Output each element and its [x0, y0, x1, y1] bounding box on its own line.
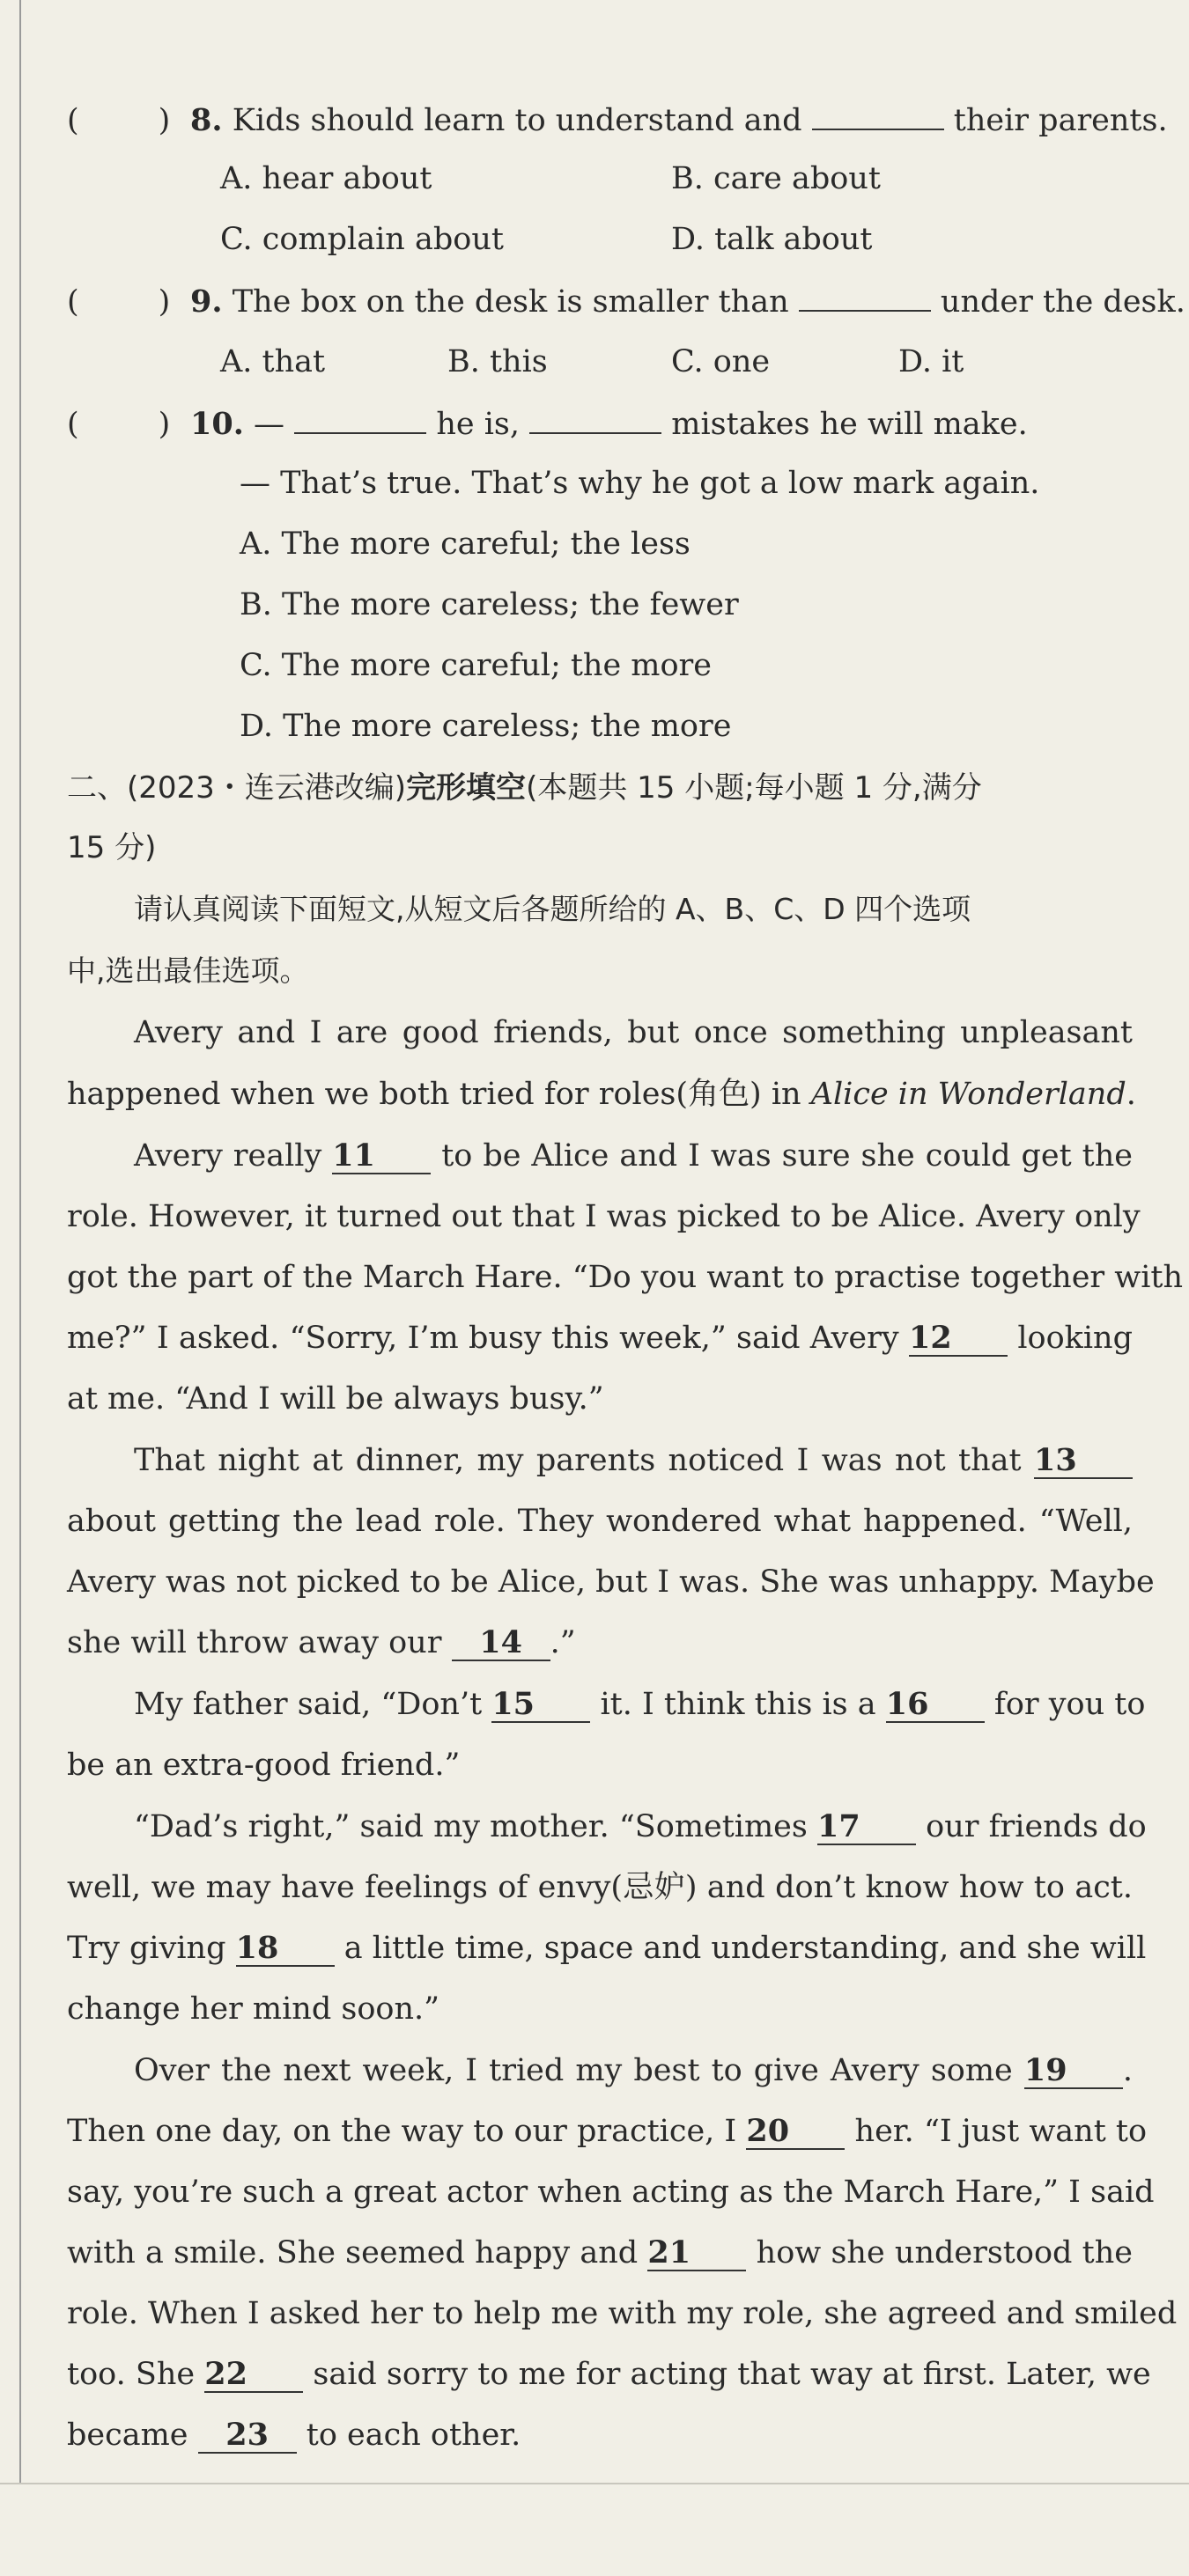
question-stem-end: their parents.: [953, 103, 1168, 138]
passage-text: happened when we both tried for roles(角色) in: [67, 1077, 801, 1112]
answer-paren-close: ): [158, 103, 171, 138]
answer-blank-1: [294, 402, 426, 434]
answer-paren-close: ): [158, 407, 171, 442]
passage-line: at me. “And I will be always busy.”: [67, 1381, 604, 1417]
passage-text: became: [67, 2418, 188, 2453]
passage-text: to each other.: [306, 2418, 521, 2453]
passage-line: role. When I asked her to help me with my role, she agreed and smiled: [67, 2296, 1178, 2331]
question-stem-end: under the desk.: [940, 284, 1185, 320]
option-b: B. The more careless; the fewer: [240, 587, 739, 622]
passage-text: .”: [550, 1625, 576, 1660]
passage-line: Avery and I are good friends, but once something unpleasant: [134, 1015, 1133, 1050]
passage-line: [67, 1074, 1136, 1115]
option-d: D. it: [898, 344, 964, 379]
passage-text: she will throw away our: [67, 1625, 442, 1660]
answer-paren-open: (: [67, 284, 79, 320]
cloze-blank-13: 13: [1034, 1444, 1133, 1479]
passage-text: with a smile. She seemed happy and: [67, 2235, 639, 2271]
question-stem: The box on the desk is smaller than: [232, 284, 789, 320]
question-number: 10.: [190, 406, 244, 442]
passage-line: well, we may have feelings of envy(忌妒) and don’t know how to act.: [67, 1870, 1133, 1905]
passage-text: too. She: [67, 2357, 196, 2392]
cloze-blank-14: 14: [452, 1626, 550, 1661]
option-b: B. this: [447, 344, 548, 379]
option-c: C. complain about: [220, 222, 504, 257]
option-d: D. talk about: [671, 222, 873, 257]
cloze-blank-12: 12: [909, 1321, 1008, 1357]
answer-blank: [812, 99, 944, 130]
passage-text: me?” I asked. “Sorry, I’m busy this week,” said Avery: [67, 1321, 899, 1356]
passage-line: [67, 1318, 1133, 1358]
passage-line: Avery was not picked to be Alice, but I was. She was unhappy. Maybe: [67, 1564, 1155, 1600]
passage-text: “Dad’s right,” said my mother. “Sometimes: [134, 1809, 808, 1844]
option-a: A. that: [220, 344, 326, 379]
book-title: Alice in Wonderland: [810, 1077, 1126, 1112]
option-a: A. The more careful; the less: [240, 526, 691, 562]
passage-text: My father said, “Don’t: [134, 1687, 483, 1722]
passage-line: [134, 1440, 1133, 1481]
cloze-blank-15: 15: [491, 1688, 590, 1723]
passage-text: it. I think this is a: [600, 1687, 876, 1722]
left-margin-rule: [19, 0, 21, 2483]
passage-line: [134, 1136, 1133, 1176]
passage-line: [67, 1928, 1147, 1969]
passage-line: [67, 2111, 1148, 2152]
dialogue-reply: — That’s true. That’s why he got a low mark again.: [240, 466, 1040, 501]
passage-text: our friends do: [926, 1809, 1147, 1844]
passage-text: said sorry to me for acting that way at first. Later, we: [313, 2357, 1151, 2392]
passage-line: [67, 2233, 1133, 2273]
answer-blank-2: [529, 402, 661, 434]
question-stem-end: mistakes he will make.: [671, 407, 1028, 442]
passage-line: be an extra-good friend.”: [67, 1748, 461, 1783]
passage-text: for you to: [993, 1687, 1146, 1722]
passage-line: [67, 2354, 1151, 2395]
option-c: C. one: [671, 344, 771, 379]
passage-text: how she understood the: [756, 2235, 1133, 2271]
passage-line: role. However, it turned out that I was picked to be Alice. Avery only: [67, 1199, 1141, 1234]
section-instruction-cont: 中,选出最佳选项。: [67, 953, 309, 988]
cloze-blank-17: 17: [817, 1810, 916, 1845]
passage-text: .: [1126, 1077, 1136, 1112]
passage-text: That night at dinner, my parents noticed I was not that: [134, 1443, 1022, 1478]
cloze-blank-11: 11: [332, 1139, 431, 1174]
question-9: [67, 280, 1185, 322]
cloze-blank-19: 19: [1024, 2054, 1123, 2089]
answer-paren-open: (: [67, 407, 79, 442]
passage-line: about getting the lead role. They wondered what happened. “Well,: [67, 1504, 1133, 1539]
passage-line: [67, 1623, 1133, 1663]
passage-text: looking: [1017, 1321, 1133, 1356]
passage-text: Avery really: [134, 1138, 322, 1174]
section-instruction: 请认真阅读下面短文,从短文后各题所给的 A、B、C、D 四个选项: [134, 892, 971, 926]
question-number: 8.: [190, 102, 223, 138]
passage-text: her. “I just want to: [854, 2114, 1148, 2149]
question-stem-mid: he is,: [436, 407, 520, 442]
cloze-blank-21: 21: [647, 2236, 746, 2271]
option-a: A. hear about: [220, 161, 432, 196]
bottom-rule: [0, 2483, 1189, 2484]
section-title: 完形填空: [406, 770, 527, 806]
passage-text: to be Alice and I was sure she could get the: [441, 1138, 1133, 1174]
answer-blank: [799, 280, 931, 312]
dialogue-dash: —: [254, 407, 285, 442]
cloze-blank-20: 20: [746, 2115, 845, 2150]
answer-paren-close: ): [158, 284, 171, 320]
section-suffix: (本题共 15 小题;每小题 1 分,满分: [526, 770, 982, 806]
passage-text: Try giving: [67, 1931, 226, 1966]
option-b: B. care about: [671, 161, 881, 196]
cloze-blank-16: 16: [886, 1688, 985, 1723]
option-c: C. The more careful; the more: [240, 648, 713, 683]
question-number: 9.: [190, 283, 223, 320]
section-prefix: 二、(2023・连云港改编): [67, 770, 407, 806]
passage-text: a little time, space and understanding, and she will: [343, 1931, 1147, 1966]
question-10: [67, 402, 1133, 445]
answer-paren-open: (: [67, 103, 79, 138]
question-8: [67, 99, 1168, 141]
option-d: D. The more careless; the more: [240, 709, 732, 744]
passage-line: [134, 1684, 1146, 1725]
passage-line: change her mind soon.”: [67, 1991, 440, 2027]
passage-line: [134, 1807, 1147, 1847]
passage-line: [134, 2050, 1133, 2091]
passage-text: Over the next week, I tried my best to give Avery some: [134, 2053, 1013, 2088]
passage-line: got the part of the March Hare. “Do you want to practise together with: [67, 1260, 1184, 1295]
cloze-blank-18: 18: [236, 1932, 335, 1967]
passage-line: say, you’re such a great actor when acting as the March Hare,” I said: [67, 2175, 1155, 2210]
section-heading: [67, 768, 1133, 808]
passage-text: .: [1122, 2053, 1133, 2088]
cloze-blank-23: 23: [198, 2418, 297, 2454]
passage-text: Then one day, on the way to our practice, I: [67, 2114, 737, 2149]
passage-line: [67, 2415, 1133, 2455]
cloze-blank-22: 22: [204, 2358, 303, 2393]
section-heading-cont: 15 分): [67, 830, 157, 865]
question-stem: Kids should learn to understand and: [232, 103, 802, 138]
